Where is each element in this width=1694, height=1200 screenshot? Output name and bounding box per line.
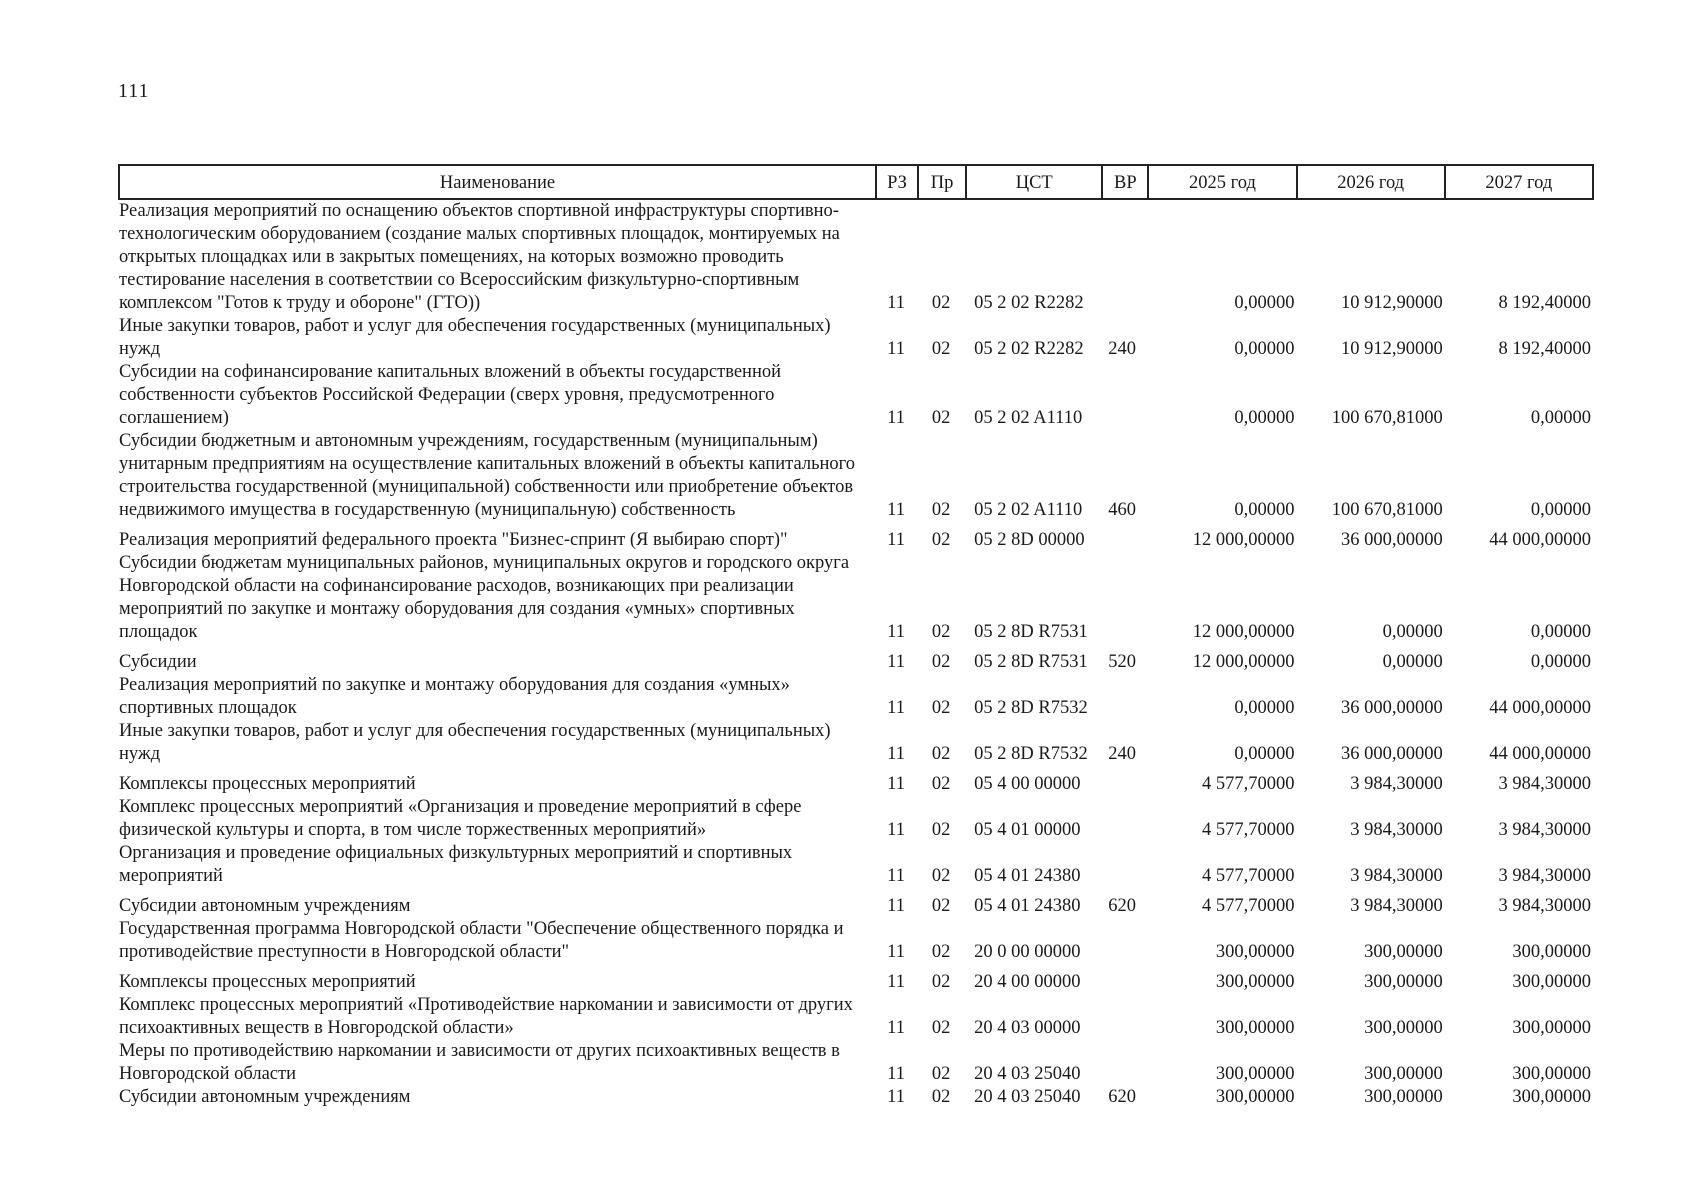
row-amount-2025: 4 577,70000	[1202, 774, 1295, 794]
row-vr	[1102, 964, 1148, 994]
row-vr	[1102, 522, 1148, 552]
row-rz: 11	[887, 1064, 905, 1084]
row-name: Организация и проведение официальных физкультурных мероприятий и спортивных мероприятий	[119, 843, 793, 886]
row-cst: 05 4 01 24380	[974, 896, 1081, 916]
row-vr	[1102, 994, 1148, 1040]
row-amount-2026: 10 912,90000	[1340, 293, 1443, 313]
row-cst: 05 4 01 00000	[974, 820, 1081, 840]
row-amount-2027: 0,00000	[1530, 408, 1591, 428]
row-rz: 11	[887, 652, 905, 672]
row-amount-2026: 3 984,30000	[1350, 866, 1443, 886]
row-amount-2026: 36 000,00000	[1340, 530, 1443, 550]
row-name: Реализация мероприятий федерального проекта "Бизнес-спринт (Я выбираю спорт)"	[119, 530, 788, 550]
row-amount-2027: 3 984,30000	[1498, 774, 1591, 794]
row-amount-2027: 300,00000	[1512, 1064, 1591, 1084]
row-amount-2026: 10 912,90000	[1340, 339, 1443, 359]
row-amount-2025: 300,00000	[1215, 1064, 1295, 1084]
row-amount-2027: 44 000,00000	[1489, 530, 1591, 550]
row-amount-2027: 44 000,00000	[1489, 698, 1591, 718]
row-vr	[1102, 361, 1148, 430]
table-row	[119, 994, 1593, 1040]
row-rz: 11	[887, 1087, 905, 1107]
row-cst: 20 4 03 00000	[974, 1018, 1081, 1038]
row-amount-2026: 100 670,81000	[1331, 500, 1443, 520]
row-pr: 02	[931, 500, 951, 520]
row-amount-2026: 300,00000	[1364, 1087, 1443, 1107]
row-pr: 02	[931, 1087, 951, 1107]
row-vr: 520	[1108, 652, 1137, 672]
row-name: Комплекс процессных мероприятий «Организация и проведение мероприятий в сфере физической культуры и спорта, в том числе торжественных мероприятий»	[119, 797, 802, 840]
row-rz: 11	[887, 698, 905, 718]
row-cst: 05 2 8D R7531	[974, 622, 1088, 642]
header-vr: ВР	[1102, 165, 1148, 199]
row-amount-2025: 300,00000	[1215, 1087, 1295, 1107]
row-rz: 11	[887, 942, 905, 962]
row-amount-2026: 36 000,00000	[1340, 698, 1443, 718]
row-amount-2026: 300,00000	[1364, 942, 1443, 962]
row-vr: 240	[1108, 339, 1137, 359]
row-cst: 05 2 8D 00000	[974, 530, 1085, 550]
row-pr: 02	[931, 972, 951, 992]
row-name: Иные закупки товаров, работ и услуг для обеспечения государственных (муниципальных) нужд	[119, 721, 831, 764]
row-rz: 11	[887, 1018, 905, 1038]
row-cst: 20 0 00 00000	[974, 942, 1081, 962]
row-rz: 11	[887, 530, 905, 550]
row-amount-2026: 0,00000	[1382, 622, 1443, 642]
row-amount-2026: 3 984,30000	[1350, 774, 1443, 794]
row-rz: 11	[887, 820, 905, 840]
row-amount-2027: 8 192,40000	[1498, 293, 1591, 313]
table-row	[119, 1040, 1593, 1086]
row-cst: 05 2 8D R7532	[974, 698, 1088, 718]
row-amount-2027: 44 000,00000	[1489, 744, 1591, 764]
row-amount-2025: 0,00000	[1234, 698, 1295, 718]
row-cst: 20 4 03 25040	[974, 1087, 1081, 1107]
row-cst: 05 2 02 R2282	[974, 293, 1084, 313]
row-amount-2027: 0,00000	[1530, 500, 1591, 520]
row-rz: 11	[887, 866, 905, 886]
header-2026: 2026 год	[1297, 165, 1445, 199]
row-pr: 02	[931, 530, 951, 550]
row-vr: 620	[1108, 896, 1137, 916]
row-rz: 11	[887, 744, 905, 764]
row-amount-2027: 8 192,40000	[1498, 339, 1591, 359]
row-amount-2025: 300,00000	[1215, 972, 1295, 992]
row-amount-2027: 3 984,30000	[1498, 866, 1591, 886]
row-pr: 02	[931, 942, 951, 962]
table-row	[119, 842, 1593, 888]
row-rz: 11	[887, 972, 905, 992]
row-amount-2027: 300,00000	[1512, 972, 1591, 992]
table-row	[119, 796, 1593, 842]
row-vr	[1102, 796, 1148, 842]
table-row	[119, 1086, 1593, 1109]
row-amount-2027: 300,00000	[1512, 1087, 1591, 1107]
row-cst: 05 2 02 R2282	[974, 339, 1084, 359]
row-vr	[1102, 199, 1148, 315]
row-amount-2027: 3 984,30000	[1498, 896, 1591, 916]
table-row	[119, 888, 1593, 918]
row-vr	[1102, 1040, 1148, 1086]
row-pr: 02	[931, 622, 951, 642]
table-row	[119, 674, 1593, 720]
row-name: Реализация мероприятий по оснащению объектов спортивной инфраструктуры спортивно-технологическим оборудованием (создание малых спортивных площадок, монтируемых на открытых площадках или в закрытых помещениях, на которых возможно проводить тестирование населения в соответствии со Всероссийским физкультурно-спортивным комплексом "Готов к труду и обороне" (ГТО))	[119, 201, 840, 313]
row-rz: 11	[887, 500, 905, 520]
row-amount-2027: 300,00000	[1512, 942, 1591, 962]
table-row	[119, 552, 1593, 644]
row-name: Комплекс процессных мероприятий «Противодействие наркомании и зависимости от других психоактивных веществ в Новгородской области»	[119, 995, 853, 1038]
row-pr: 02	[931, 698, 951, 718]
row-cst: 20 4 03 25040	[974, 1064, 1081, 1084]
row-vr	[1102, 552, 1148, 644]
table-row	[119, 720, 1593, 766]
row-amount-2025: 0,00000	[1234, 500, 1295, 520]
row-rz: 11	[887, 339, 905, 359]
row-name: Реализация мероприятий по закупке и монтажу оборудования для создания «умных» спортивных площадок	[119, 675, 790, 718]
table-row	[119, 315, 1593, 361]
row-amount-2025: 4 577,70000	[1202, 820, 1295, 840]
row-name: Субсидии бюджетам муниципальных районов, муниципальных округов и городского округа Новгородской области на софинансирование расходов, возникающих при реализации мероприятий по закупке и монтажу оборудования для создания «умных» спортивных площадок	[119, 553, 850, 642]
row-amount-2025: 300,00000	[1215, 942, 1295, 962]
row-vr	[1102, 766, 1148, 796]
table-header-row	[119, 165, 1593, 199]
row-name: Комплексы процессных мероприятий	[119, 774, 416, 794]
table-row	[119, 644, 1593, 674]
row-name: Субсидии на софинансирование капитальных вложений в объекты государственной собственности субъектов Российской Федерации (сверх уровня, предусмотренного соглашением)	[119, 362, 781, 428]
table-row	[119, 430, 1593, 522]
row-pr: 02	[931, 744, 951, 764]
row-rz: 11	[887, 774, 905, 794]
row-amount-2025: 12 000,00000	[1192, 622, 1295, 642]
row-cst: 05 2 02 A1110	[974, 500, 1083, 520]
row-name: Субсидии автономным учреждениям	[119, 896, 411, 916]
row-cst: 05 4 01 24380	[974, 866, 1081, 886]
row-amount-2025: 0,00000	[1234, 293, 1295, 313]
row-amount-2026: 100 670,81000	[1331, 408, 1443, 428]
table-row	[119, 199, 1593, 315]
row-pr: 02	[931, 652, 951, 672]
row-pr: 02	[931, 866, 951, 886]
row-pr: 02	[931, 408, 951, 428]
row-name: Комплексы процессных мероприятий	[119, 972, 416, 992]
header-cst: ЦСТ	[966, 165, 1102, 199]
row-rz: 11	[887, 293, 905, 313]
row-name: Иные закупки товаров, работ и услуг для обеспечения государственных (муниципальных) нужд	[119, 316, 831, 359]
row-vr: 620	[1108, 1087, 1137, 1107]
table-row	[119, 522, 1593, 552]
row-amount-2026: 3 984,30000	[1350, 896, 1443, 916]
header-rz: РЗ	[876, 165, 918, 199]
row-cst: 05 2 8D R7531	[974, 652, 1088, 672]
row-cst: 20 4 00 00000	[974, 972, 1081, 992]
row-pr: 02	[931, 1064, 951, 1084]
row-name: Субсидии бюджетным и автономным учреждениям, государственным (муниципальным) унитарным предприятиям на осуществление капитальных вложений в объекты капитального строительства государственной (муниципальной) собственности или приобретение объектов недвижимого имущества в государственную (муниципальную) собственность	[119, 431, 856, 520]
row-pr: 02	[931, 896, 951, 916]
row-amount-2026: 0,00000	[1382, 652, 1443, 672]
budget-table	[118, 164, 1594, 1109]
row-amount-2025: 0,00000	[1234, 408, 1295, 428]
row-cst: 05 2 02 A1110	[974, 408, 1083, 428]
row-amount-2025: 0,00000	[1234, 339, 1295, 359]
row-amount-2025: 4 577,70000	[1202, 866, 1295, 886]
table-row	[119, 918, 1593, 964]
header-pr: Пр	[918, 165, 966, 199]
row-vr	[1102, 918, 1148, 964]
row-amount-2027: 3 984,30000	[1498, 820, 1591, 840]
row-name: Субсидии	[119, 652, 197, 672]
row-amount-2026: 3 984,30000	[1350, 820, 1443, 840]
row-vr	[1102, 674, 1148, 720]
row-rz: 11	[887, 408, 905, 428]
table-row	[119, 964, 1593, 994]
row-pr: 02	[931, 293, 951, 313]
row-cst: 05 4 00 00000	[974, 774, 1081, 794]
row-pr: 02	[931, 774, 951, 794]
header-2025: 2025 год	[1148, 165, 1296, 199]
row-rz: 11	[887, 622, 905, 642]
row-pr: 02	[931, 339, 951, 359]
row-amount-2026: 300,00000	[1364, 1064, 1443, 1084]
row-amount-2025: 300,00000	[1215, 1018, 1295, 1038]
row-name: Меры по противодействию наркомании и зависимости от других психоактивных веществ в Новгородской области	[119, 1041, 840, 1084]
row-amount-2027: 300,00000	[1512, 1018, 1591, 1038]
row-amount-2027: 0,00000	[1530, 652, 1591, 672]
row-amount-2025: 4 577,70000	[1202, 896, 1295, 916]
row-pr: 02	[931, 820, 951, 840]
row-amount-2027: 0,00000	[1530, 622, 1591, 642]
page-number: 111	[118, 80, 150, 102]
row-name: Субсидии автономным учреждениям	[119, 1087, 411, 1107]
row-amount-2026: 300,00000	[1364, 972, 1443, 992]
row-rz: 11	[887, 896, 905, 916]
row-amount-2026: 300,00000	[1364, 1018, 1443, 1038]
row-vr: 460	[1108, 500, 1137, 520]
row-name: Государственная программа Новгородской области "Обеспечение общественного порядка и противодействие преступности в Новгородской области"	[119, 919, 844, 962]
row-vr	[1102, 842, 1148, 888]
row-cst: 05 2 8D R7532	[974, 744, 1088, 764]
row-amount-2025: 12 000,00000	[1192, 652, 1295, 672]
header-name: Наименование	[119, 165, 876, 199]
table-row	[119, 361, 1593, 430]
row-pr: 02	[931, 1018, 951, 1038]
row-amount-2025: 0,00000	[1234, 744, 1295, 764]
row-amount-2026: 36 000,00000	[1340, 744, 1443, 764]
row-vr: 240	[1108, 744, 1137, 764]
header-2027: 2027 год	[1445, 165, 1593, 199]
table-row	[119, 766, 1593, 796]
row-amount-2025: 12 000,00000	[1192, 530, 1295, 550]
